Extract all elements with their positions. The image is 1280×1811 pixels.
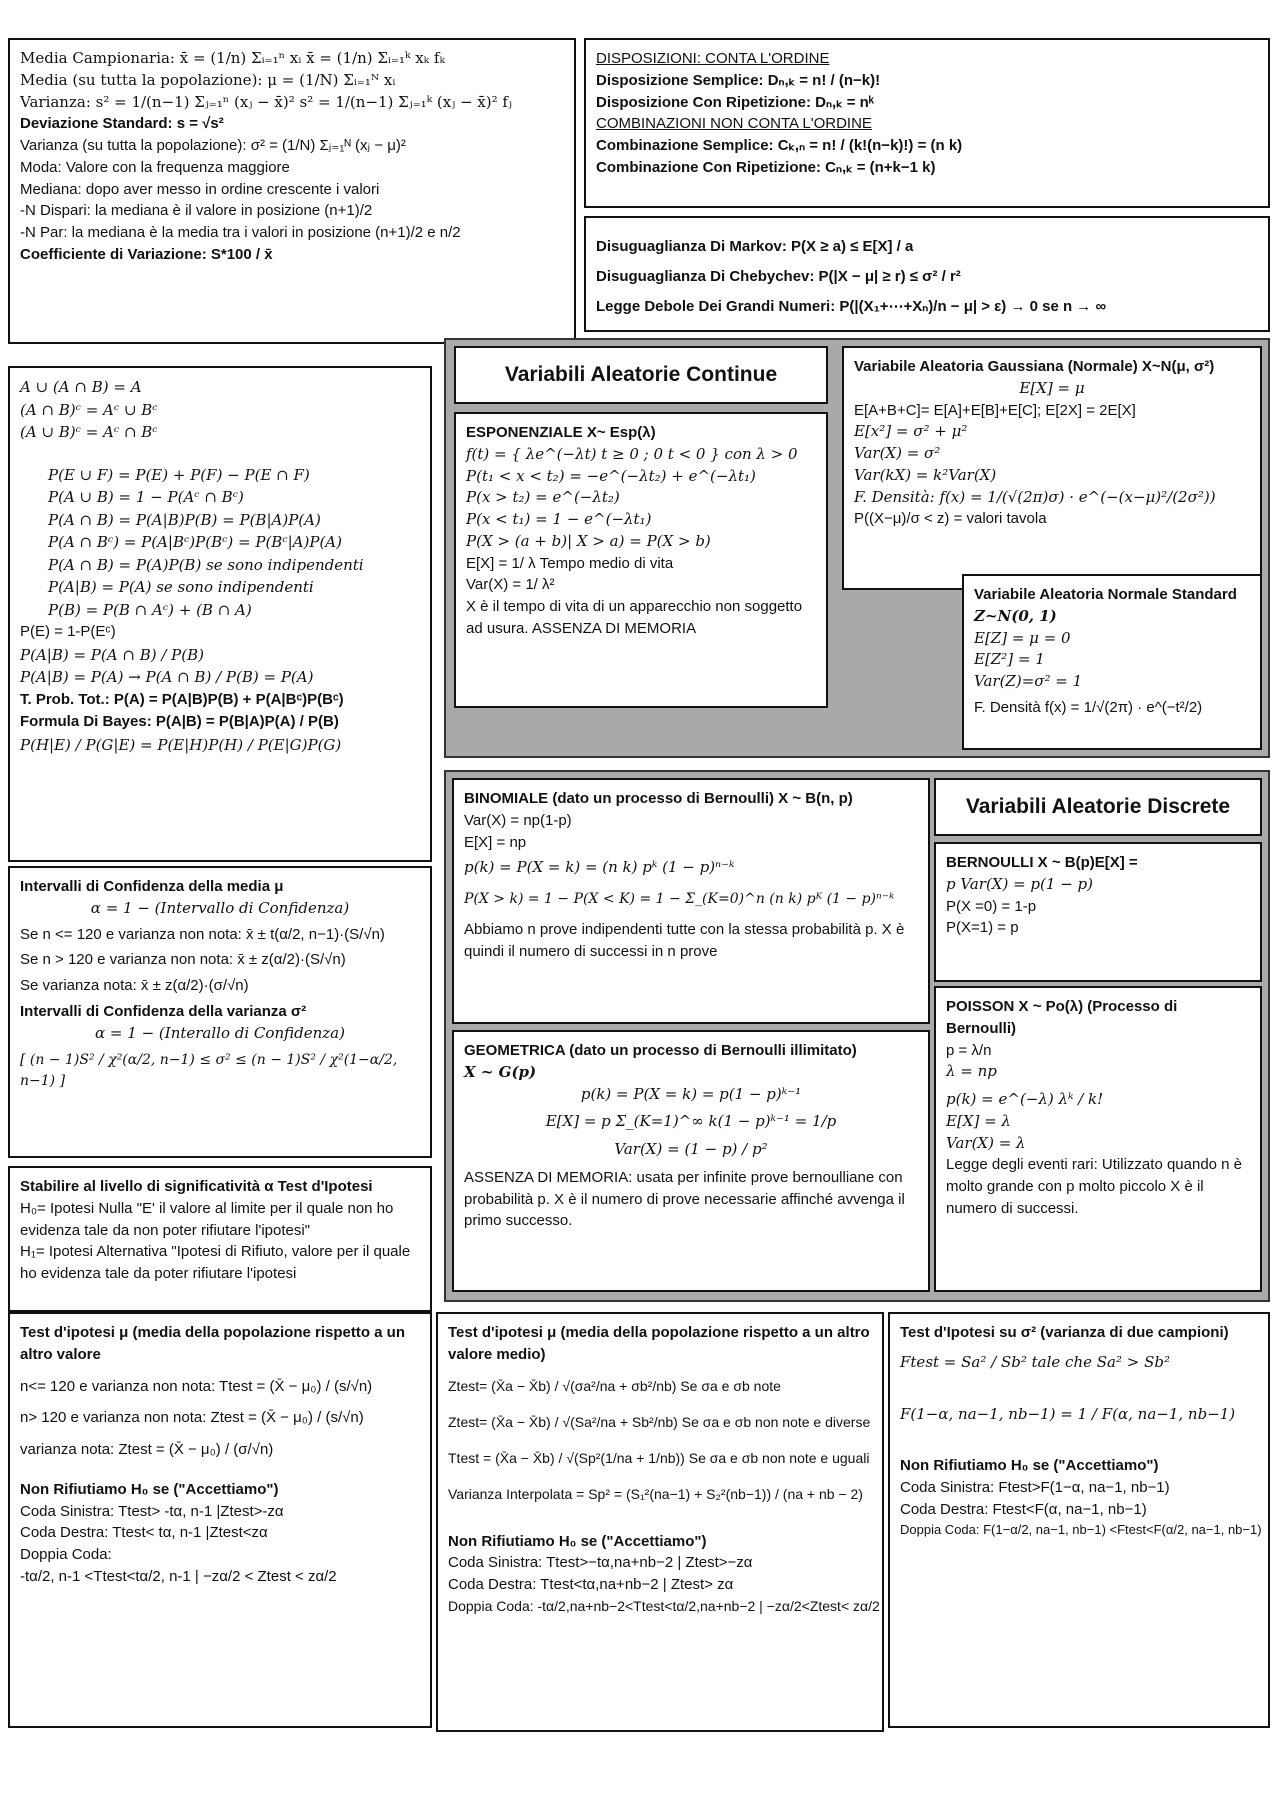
prob-line: (A ∩ B)ᶜ = Aᶜ ∪ Bᶜ	[20, 400, 158, 419]
exponential-mean: E[X] = 1/ λ Tempo medio di vita	[466, 554, 674, 572]
gaussian-box	[842, 346, 1262, 590]
prob-line: P(E ∪ F) = P(E) + P(F) − P(E ∩ F)	[48, 465, 310, 484]
exponential-density: f(t) = { λe^(−λt) t ≥ 0 ; 0 t < 0 } con λ > 0	[466, 444, 798, 463]
poisson-pmf: p(k) = e^(−λ) λᵏ / k!	[946, 1090, 1104, 1108]
gaussian-scaled-variance: Var(kX) = k²Var(X)	[854, 465, 997, 484]
prob-line: P(H|E) / P(G|E) = P(E|H)P(H) / P(E|G)P(G)	[20, 735, 342, 754]
right-tail: Coda Destra: Ftest<F(α, na−1, nb−1)	[900, 1500, 1147, 1518]
test-means-heading: Test d'ipotesi μ (media della popolazione rispetto a un altro valore medio)	[448, 1324, 870, 1363]
confidence-intervals-box	[8, 866, 432, 1158]
prob-line: P(B) = P(B ∩ Aᶜ) + (B ∩ A)	[48, 600, 252, 619]
prob-line: P(A ∪ B) = 1 − P(Aᶜ ∩ Bᶜ)	[48, 488, 244, 506]
bayes-formula: Formula Di Bayes: P(A|B) = P(B|A)P(A) / P(B)	[20, 713, 339, 730]
discrete-title-box	[934, 778, 1262, 836]
test-mu-known-variance: varianza nota: Ztest = (X̄ − μ₀) / (σ/√n)	[20, 1441, 274, 1458]
std-normal-mean: E[Z] = μ = 0	[974, 628, 1071, 647]
dispositions-header: DISPOSIZIONI: CONTA L'ORDINE	[596, 50, 830, 67]
f-test: Ftest = Sa² / Sb² tale che Sa² > Sb²	[900, 1352, 1170, 1371]
test-sigma-heading: Test d'Ipotesi su σ² (varianza di due campioni)	[900, 1324, 1229, 1341]
two-tail-label: Doppia Coda:	[20, 1546, 112, 1563]
std-normal-notation: Z~N(0, 1)	[974, 606, 1057, 625]
two-tail: Doppia Coda: -tα/2,na+nb−2<Ttest<tα/2,na+nb−2 | −zα/2<Ztest< zα/2	[448, 1597, 880, 1614]
std-normal-variance: Var(Z)=σ² = 1	[974, 672, 1083, 690]
poisson-heading: POISSON X ~ Po(λ) (Processo di Bernoulli)	[946, 998, 1178, 1037]
prob-line: (A ∪ B)ᶜ = Aᶜ ∩ Bᶜ	[20, 423, 158, 441]
population-variance: Varianza (su tutta la popolazione): σ² = (1/N) Σⱼ₌₁ᴺ (xⱼ − μ)²	[20, 137, 406, 154]
bernoulli-p0: P(X =0) = 1-p	[946, 897, 1037, 915]
poisson-lambda: λ = np	[946, 1062, 997, 1081]
accept-h0-heading: Non Rifiutiamo H₀ se ("Accettiamo")	[20, 1480, 279, 1498]
repeated-disposition: Disposizione Con Ripetizione: Dₙ,ₖ = nᵏ	[596, 93, 875, 111]
gaussian-linearity: E[A+B+C]= E[A]+E[B]+E[C]; E[2X] = 2E[X]	[854, 401, 1136, 419]
prob-line: P(A|B) = P(A ∩ B) / P(B)	[20, 645, 204, 664]
right-tail: Coda Destra: Ttest< tα, n-1 |Ztest<zα	[20, 1524, 268, 1542]
gaussian-table-note: P((X−μ)/σ < z) = valori tavola	[854, 510, 1047, 528]
median: Mediana: dopo aver messo in ordine crescente i valori	[20, 180, 380, 198]
prob-line: P(A ∩ B) = P(A)P(B) se sono indipendenti	[48, 555, 364, 574]
prob-line: P(E) = 1-P(Eᶜ)	[20, 623, 116, 640]
hypothesis-heading: Stabilire al livello di significatività α Test d'Ipotesi	[20, 1178, 373, 1195]
combinations-header: COMBINAZIONI NON CONTA L'ORDINE	[596, 115, 872, 133]
prob-line: P(A ∩ Bᶜ) = P(A|Bᶜ)P(Bᶜ) = P(Bᶜ|A)P(A)	[48, 533, 342, 551]
discrete-title: Variabili Aleatorie Discrete	[965, 795, 1231, 818]
markov-inequality: Disuguaglianza Di Markov: P(X ≥ a) ≤ E[X] / a	[596, 238, 914, 255]
sample-mean: Media Campionaria: x̄ = (1/n) Σᵢ₌₁ⁿ xᵢ x̄ = (1/n) Σᵢ₌₁ᵏ xₖ fₖ	[20, 49, 445, 67]
probability-rules-box	[8, 366, 432, 862]
accept-h0-heading: Non Rifiutiamo H₀ se ("Accettiamo")	[448, 1532, 707, 1550]
geometric-mean: E[X] = p Σ_(K=1)^∞ k(1 − p)ᵏ⁻¹ = 1/p	[545, 1112, 837, 1131]
right-tail: Coda Destra: Ttest<tα,na+nb−2 | Ztest> zα	[448, 1576, 734, 1594]
sample-variance: Varianza: s² = 1/(n−1) Σⱼ₌₁ⁿ (xⱼ − x̄)² s² = 1/(n−1) Σⱼ₌₁ᵏ (xⱼ − x̄)² fⱼ	[20, 92, 512, 111]
two-tail: Doppia Coda: F(1−α/2, na−1, nb−1) <Ftest<F(α/2, na−1, nb−1)	[900, 1521, 1262, 1537]
binomial-heading: BINOMIALE (dato un processo di Bernoulli) X ~ B(n, p)	[464, 790, 853, 807]
simple-combination: Combinazione Semplice: Cₖ,ₙ = n! / (k!(n−k)!) = (n k)	[596, 137, 963, 154]
simple-disposition: Disposizione Semplice: Dₙ,ₖ = n! / (n−k)!	[596, 71, 881, 89]
weak-law-large-numbers: Legge Debole Dei Grandi Numeri: P(|(X₁+⋯+Xₙ)/n − μ| > ε) → 0 se n → ∞	[596, 298, 1107, 315]
gaussian-variance: Var(X) = σ²	[854, 444, 941, 462]
exponential-variance: Var(X) = 1/ λ²	[466, 576, 555, 594]
standard-normal-box	[962, 574, 1262, 750]
hypothesis-definition-box	[8, 1166, 432, 1312]
prob-line: P(A|B) = P(A) → P(A ∩ B) / P(B) = P(A)	[20, 668, 314, 686]
ci-large-n: Se n > 120 e varianza non nota: x̄ ± z(α/2)·(S/√n)	[20, 951, 346, 969]
mode: Moda: Valore con la frequenza maggiore	[20, 158, 290, 176]
exponential-heading: ESPONENZIALE X~ Esp(λ)	[466, 424, 656, 441]
t-test-unknown-equal: Ttest = (X̄a − X̄b) / √(Sp²(1/na + 1/nb)) Se σa e σb non note e uguali	[448, 1450, 870, 1467]
prob-line: P(A|B) = P(A) se sono indipendenti	[48, 578, 314, 596]
variance-ci-formula: [ (n − 1)S² / χ²(α/2, n−1) ≤ σ² ≤ (n − 1)S² / χ²(1−α/2, n−1) ]	[20, 1052, 398, 1089]
total-probability: T. Prob. Tot.: P(A) = P(A|B)P(B) + P(A|Bᶜ)P(Bᶜ)	[20, 690, 344, 708]
std-normal-density: F. Densità f(x) = 1/√(2π) · e^(−t²/2)	[974, 698, 1203, 716]
median-odd: -N Dispari: la mediana è il valore in posizione (n+1)/2	[20, 202, 373, 220]
pooled-variance: Varianza Interpolata = Sp² = (S₁²(na−1) + S₂²(nb−1)) / (na + nb − 2)	[448, 1486, 863, 1503]
prob-line: A ∪ (A ∩ B) = A	[20, 378, 142, 396]
population-mean: Media (su tutta la popolazione): μ = (1/N) Σᵢ₌₁ᴺ xᵢ	[20, 70, 396, 89]
variance-ci-heading: Intervalli di Confidenza della varianza σ²	[20, 1002, 307, 1020]
repeated-combination: Combinazione Con Ripetizione: Cₙ,ₖ = (n+k−1 k)	[596, 158, 936, 176]
bernoulli-heading: BERNOULLI X ~ B(p)E[X] =	[946, 854, 1138, 871]
prob-line: P(A ∩ B) = P(A|B)P(B) = P(B|A)P(A)	[48, 510, 321, 529]
median-even: -N Par: la mediana è la media tra i valori in posizione (n+1)/2 e n/2	[20, 224, 461, 241]
poisson-variance: Var(X) = λ	[946, 1133, 1026, 1152]
ci-known-variance: Se varianza nota: x̄ ± z(α/2)·(σ/√n)	[20, 977, 249, 994]
inequalities-box	[584, 216, 1270, 332]
standard-deviation: Deviazione Standard: s = √s²	[20, 115, 224, 133]
binomial-pmf: p(k) = P(X = k) = (n k) pᵏ (1 − p)ⁿ⁻ᵏ	[464, 858, 735, 877]
null-hypothesis: H₀= Ipotesi Nulla "E' il valore al limite per il quale non ho evidenza tale da non poter rifiutare l'ipotesi"	[20, 1199, 394, 1239]
gaussian-second-moment: E[x²] = σ² + μ²	[854, 422, 968, 441]
gaussian-density: F. Densità: f(x) = 1/(√(2π)σ) · e^(−(x−μ)²/(2σ²))	[854, 487, 1216, 506]
std-normal-heading: Variabile Aleatoria Normale Standard	[974, 586, 1237, 603]
ci-small-n: Se n <= 120 e varianza non nota: x̄ ± t(α/2, n−1)·(S/√n)	[20, 925, 385, 943]
poisson-box	[934, 986, 1262, 1292]
exponential-line: P(x < t₁) = 1 − e^(−λt₁)	[466, 510, 652, 528]
descriptive-stats-box	[8, 38, 576, 344]
left-tail: Coda Sinistra: Ttest>−tα,na+nb−2 | Ztest>−zα	[448, 1554, 753, 1572]
mean-ci-heading: Intervalli di Confidenza della media μ	[20, 878, 284, 895]
gaussian-mean: E[X] = μ	[1019, 378, 1085, 397]
test-mu-heading: Test d'ipotesi μ (media della popolazione rispetto a un altro valore	[20, 1324, 406, 1363]
accept-h0-heading: Non Rifiutiamo H₀ se ("Accettiamo")	[900, 1457, 1159, 1475]
exponential-line: P(t₁ < x < t₂) = −e^(−λt₂) + e^(−λt₁)	[466, 466, 756, 485]
test-mu-small-n: n<= 120 e varianza non nota: Ttest = (X̄ − μ₀) / (s/√n)	[20, 1377, 373, 1395]
alternative-hypothesis: H₁= Ipotesi Alternativa "Ipotesi di Rifiuto, valore per il quale ho evidenza tale da poter rifiutare l'ipotesi	[20, 1243, 411, 1282]
binomial-variance: Var(X) = np(1-p)	[464, 811, 572, 829]
bernoulli-p1: P(X=1) = p	[946, 919, 1019, 937]
geometric-box	[452, 1030, 930, 1292]
geometric-heading: GEOMETRICA (dato un processo di Bernoulli illimitato)	[464, 1042, 857, 1059]
test-mu-means-box	[436, 1312, 884, 1732]
binomial-tail: P(X > k) = 1 − P(X < K) = 1 − Σ_(K=0)^n (n k) pᴷ (1 − p)ⁿ⁻ᵏ	[464, 891, 895, 907]
geometric-variance: Var(X) = (1 − p) / p²	[614, 1140, 768, 1158]
test-mu-large-n: n> 120 e varianza non nota: Ztest = (X̄ − μ₀) / (s/√n)	[20, 1409, 364, 1427]
poisson-note: Legge degli eventi rari: Utilizzato quando n è molto grande con p molto piccolo X è il numero di successi.	[946, 1156, 1243, 1217]
f-reciprocal: F(1−α, na−1, nb−1) = 1 / F(α, na−1, nb−1)	[900, 1404, 1236, 1423]
z-test-known: Ztest= (X̄a − X̄b) / √(σa²/na + σb²/nb) Se σa e σb note	[448, 1377, 781, 1394]
combinatorics-box	[584, 38, 1270, 208]
exponential-note: X è il tempo di vita di un apparecchio non soggetto ad usura. ASSENZA DI MEMORIA	[466, 598, 803, 637]
left-tail: Coda Sinistra: Ttest> -tα, n-1 |Ztest>-zα	[20, 1502, 284, 1520]
continuous-title-box	[454, 346, 828, 404]
test-mu-value-box	[8, 1312, 432, 1728]
z-test-unknown-different: Ztest= (X̄a − X̄b) / √(Sa²/na + Sb²/nb) Se σa e σb non note e diverse	[448, 1413, 871, 1430]
continuous-title: Variabili Aleatorie Continue	[504, 363, 778, 386]
exponential-line: P(x > t₂) = e^(−λt₂)	[466, 488, 620, 507]
ci-alpha: α = 1 − (Intervallo di Confidenza)	[90, 898, 350, 917]
test-sigma-box	[888, 1312, 1270, 1728]
variation-coefficient: Coefficiente di Variazione: S*100 / x̄	[20, 245, 273, 263]
exponential-memoryless: P(X > (a + b)| X > a) = P(X > b)	[466, 531, 711, 550]
geometric-pmf: p(k) = P(X = k) = p(1 − p)ᵏ⁻¹	[580, 1084, 802, 1103]
chebyshev-inequality: Disuguaglianza Di Chebychev: P(|X − μ| ≥ r) ≤ σ² / r²	[596, 268, 961, 285]
ci-alpha-variance: α = 1 − (Interallo di Confidenza)	[95, 1023, 345, 1042]
two-tail: -tα/2, n-1 <Ttest<tα/2, n-1 | −zα/2 < Ztest < zα/2	[20, 1567, 337, 1585]
binomial-mean: E[X] = np	[464, 833, 527, 851]
geometric-note: ASSENZA DI MEMORIA: usata per infinite prove bernoulliane con probabilità p. X è il numero di prove necessarie affinché avvenga il primo successo.	[464, 1168, 905, 1230]
bernoulli-box	[934, 842, 1262, 982]
bernoulli-variance: p Var(X) = p(1 − p)	[946, 874, 1093, 893]
exponential-box	[454, 412, 828, 708]
binomial-note: Abbiamo n prove indipendenti tutte con la stessa probabilità p. X è quindi il numero di successi in n prove	[464, 921, 905, 961]
binomial-box	[452, 778, 930, 1024]
gaussian-heading: Variabile Aleatoria Gaussiana (Normale) X~N(μ, σ²)	[854, 358, 1215, 375]
std-normal-second-moment: E[Z²] = 1	[974, 650, 1045, 669]
poisson-mean: E[X] = λ	[946, 1111, 1011, 1130]
poisson-p: p = λ/n	[946, 1041, 992, 1059]
geometric-notation: X ~ G(p)	[464, 1062, 537, 1081]
left-tail: Coda Sinistra: Ftest>F(1−α, na−1, nb−1)	[900, 1479, 1170, 1496]
